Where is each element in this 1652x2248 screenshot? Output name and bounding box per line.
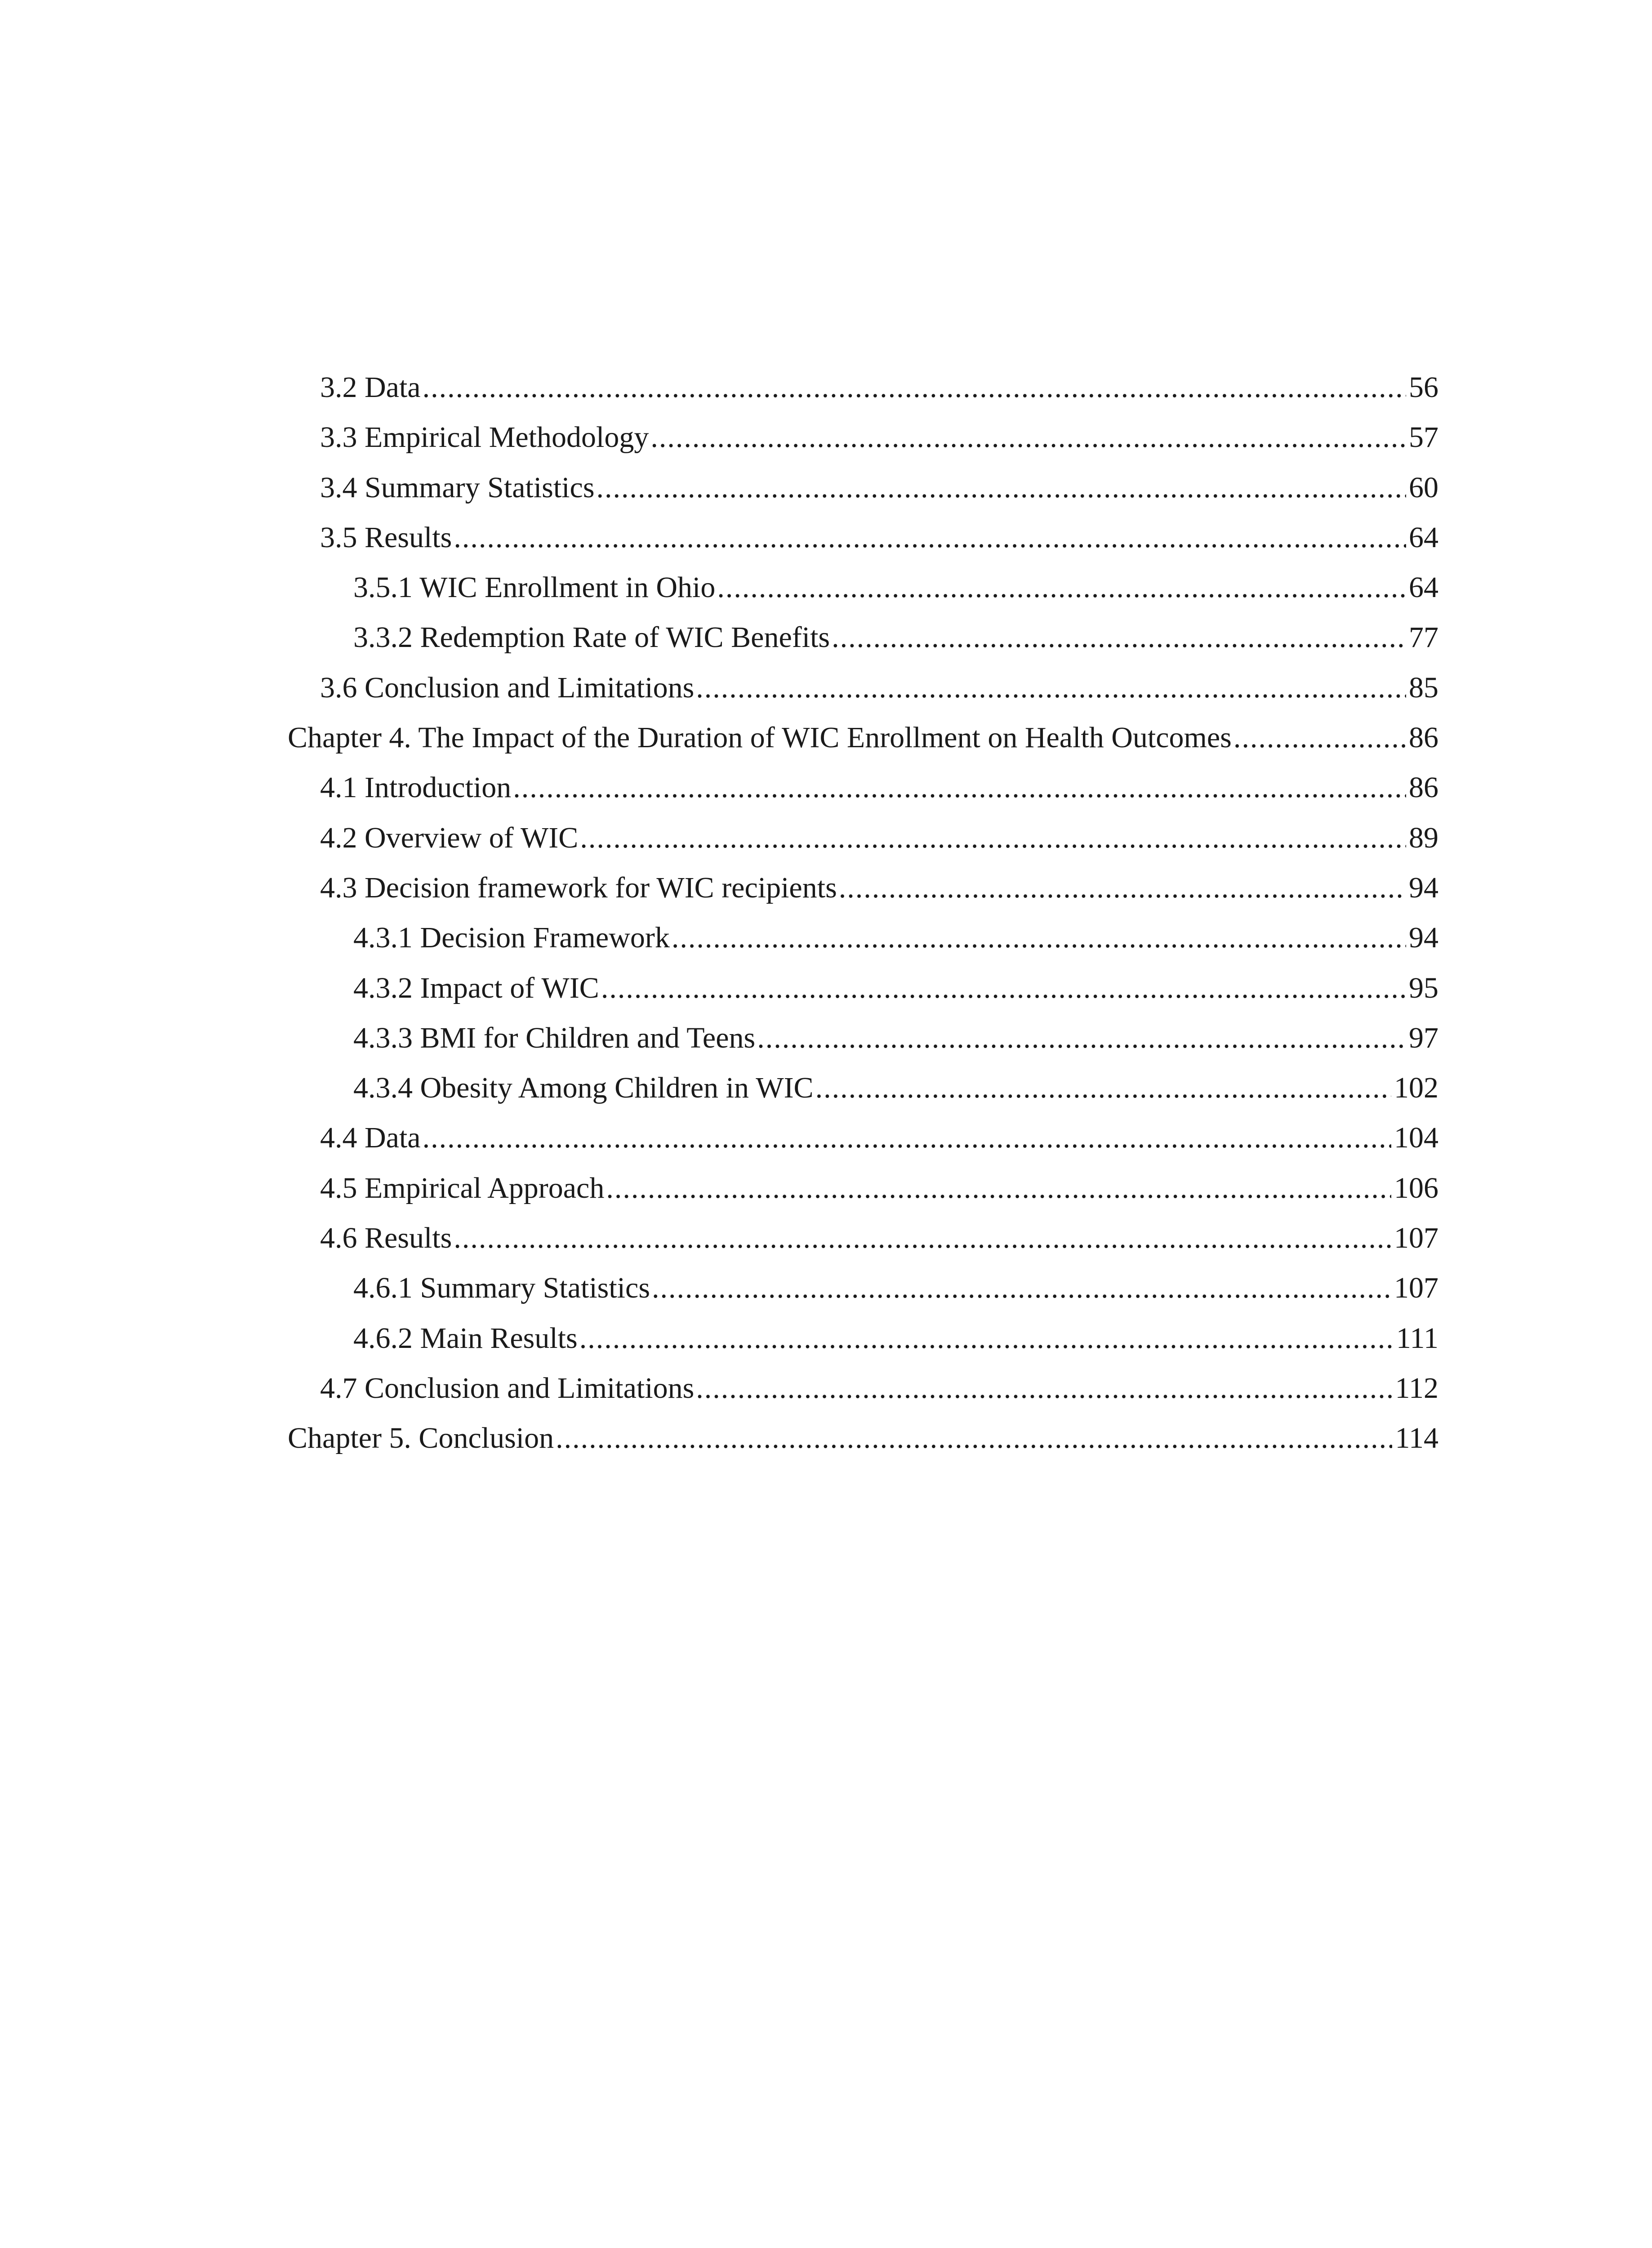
dot-leader [606, 1163, 1391, 1213]
toc-entry-page: 95 [1409, 971, 1438, 1004]
dot-leader [601, 963, 1406, 1013]
table-of-contents [288, 362, 1438, 1463]
dot-leader [696, 1363, 1392, 1413]
toc-entry [288, 1063, 1438, 1113]
toc-entry-page: 57 [1409, 421, 1438, 454]
toc-entry-page: 106 [1394, 1171, 1438, 1204]
dot-leader [1233, 713, 1406, 763]
toc-entry [288, 763, 1438, 812]
dot-leader [757, 1013, 1406, 1063]
toc-entry [288, 863, 1438, 913]
dot-leader [652, 1263, 1391, 1313]
toc-entry-page: 107 [1394, 1222, 1438, 1255]
toc-entry [288, 1113, 1438, 1163]
toc-entry [288, 913, 1438, 963]
toc-entry [288, 663, 1438, 713]
toc-entry-title: 4.3.1 Decision Framework [353, 921, 670, 955]
dot-leader [832, 612, 1406, 662]
toc-entry [288, 963, 1438, 1013]
dot-leader [580, 813, 1406, 863]
toc-entry [288, 1013, 1438, 1063]
toc-entry-title: 4.3.2 Impact of WIC [353, 971, 599, 1004]
toc-entry-page: 94 [1409, 871, 1438, 904]
toc-entry-page: 102 [1394, 1071, 1438, 1105]
toc-chapter-entry [288, 713, 1438, 763]
toc-entry-title: 3.5.1 WIC Enrollment in Ohio [353, 571, 716, 604]
toc-entry-title: 4.4 Data [320, 1121, 421, 1155]
toc-entry [288, 1163, 1438, 1213]
dot-leader [454, 1213, 1391, 1263]
toc-entry [288, 412, 1438, 462]
toc-entry-page: 111 [1396, 1321, 1438, 1355]
toc-chapter-entry [288, 1413, 1438, 1463]
toc-entry-page: 97 [1409, 1021, 1438, 1054]
toc-entry [288, 612, 1438, 662]
toc-entry-page: 86 [1409, 771, 1438, 804]
toc-entry [288, 463, 1438, 513]
toc-entry-title: 3.3 Empirical Methodology [320, 421, 649, 454]
toc-entry-title: 4.3.4 Obesity Among Children in WIC [353, 1071, 814, 1105]
dot-leader [650, 412, 1406, 462]
toc-entry-title: 3.3.2 Redemption Rate of WIC Benefits [353, 621, 830, 654]
toc-entry-title: 3.5 Results [320, 521, 452, 554]
toc-entry-title: 4.6.1 Summary Statistics [353, 1271, 650, 1305]
dot-leader [717, 562, 1406, 612]
toc-entry-page: 107 [1394, 1271, 1438, 1305]
toc-entry [288, 1363, 1438, 1413]
toc-entry-title: Chapter 4. The Impact of the Duration of WIC Enrollment on Health Outcomes [288, 721, 1232, 754]
toc-entry-page: 64 [1409, 571, 1438, 604]
dot-leader [696, 663, 1406, 713]
toc-entry-title: 4.5 Empirical Approach [320, 1171, 605, 1204]
toc-entry [288, 1313, 1438, 1363]
toc-entry-page: 56 [1409, 371, 1438, 404]
toc-entry-page: 60 [1409, 471, 1438, 504]
toc-entry [288, 362, 1438, 412]
toc-entry-title: 3.2 Data [320, 371, 421, 404]
dot-leader [423, 362, 1406, 412]
toc-entry-title: 3.4 Summary Statistics [320, 471, 595, 504]
toc-entry-title: 4.1 Introduction [320, 771, 512, 804]
dot-leader [815, 1063, 1391, 1113]
toc-entry-title: 4.2 Overview of WIC [320, 821, 579, 854]
toc-entry-page: 89 [1409, 821, 1438, 854]
toc-entry [288, 562, 1438, 612]
toc-entry-page: 114 [1395, 1422, 1438, 1455]
dot-leader [672, 913, 1406, 963]
toc-entry-title: 4.3.3 BMI for Children and Teens [353, 1021, 756, 1054]
toc-entry [288, 813, 1438, 863]
dot-leader [423, 1113, 1391, 1163]
toc-entry-page: 86 [1409, 721, 1438, 754]
dot-leader [597, 463, 1407, 513]
toc-entry-title: Chapter 5. Conclusion [288, 1422, 554, 1455]
toc-entry [288, 513, 1438, 562]
dot-leader [556, 1413, 1392, 1463]
toc-entry [288, 1213, 1438, 1263]
dot-leader [454, 513, 1406, 562]
dot-leader [579, 1313, 1394, 1363]
toc-entry-page: 64 [1409, 521, 1438, 554]
toc-entry-page: 104 [1394, 1121, 1438, 1155]
toc-entry-title: 4.6.2 Main Results [353, 1321, 578, 1355]
toc-entry-page: 112 [1395, 1371, 1438, 1405]
toc-entry-title: 4.7 Conclusion and Limitations [320, 1371, 695, 1405]
toc-entry-page: 94 [1409, 921, 1438, 955]
toc-entry-title: 3.6 Conclusion and Limitations [320, 671, 695, 704]
toc-entry-title: 4.6 Results [320, 1222, 452, 1255]
dot-leader [513, 763, 1406, 812]
toc-entry [288, 1263, 1438, 1313]
toc-entry-page: 77 [1409, 621, 1438, 654]
toc-entry-title: 4.3 Decision framework for WIC recipients [320, 871, 837, 904]
dot-leader [839, 863, 1406, 913]
toc-entry-page: 85 [1409, 671, 1438, 704]
